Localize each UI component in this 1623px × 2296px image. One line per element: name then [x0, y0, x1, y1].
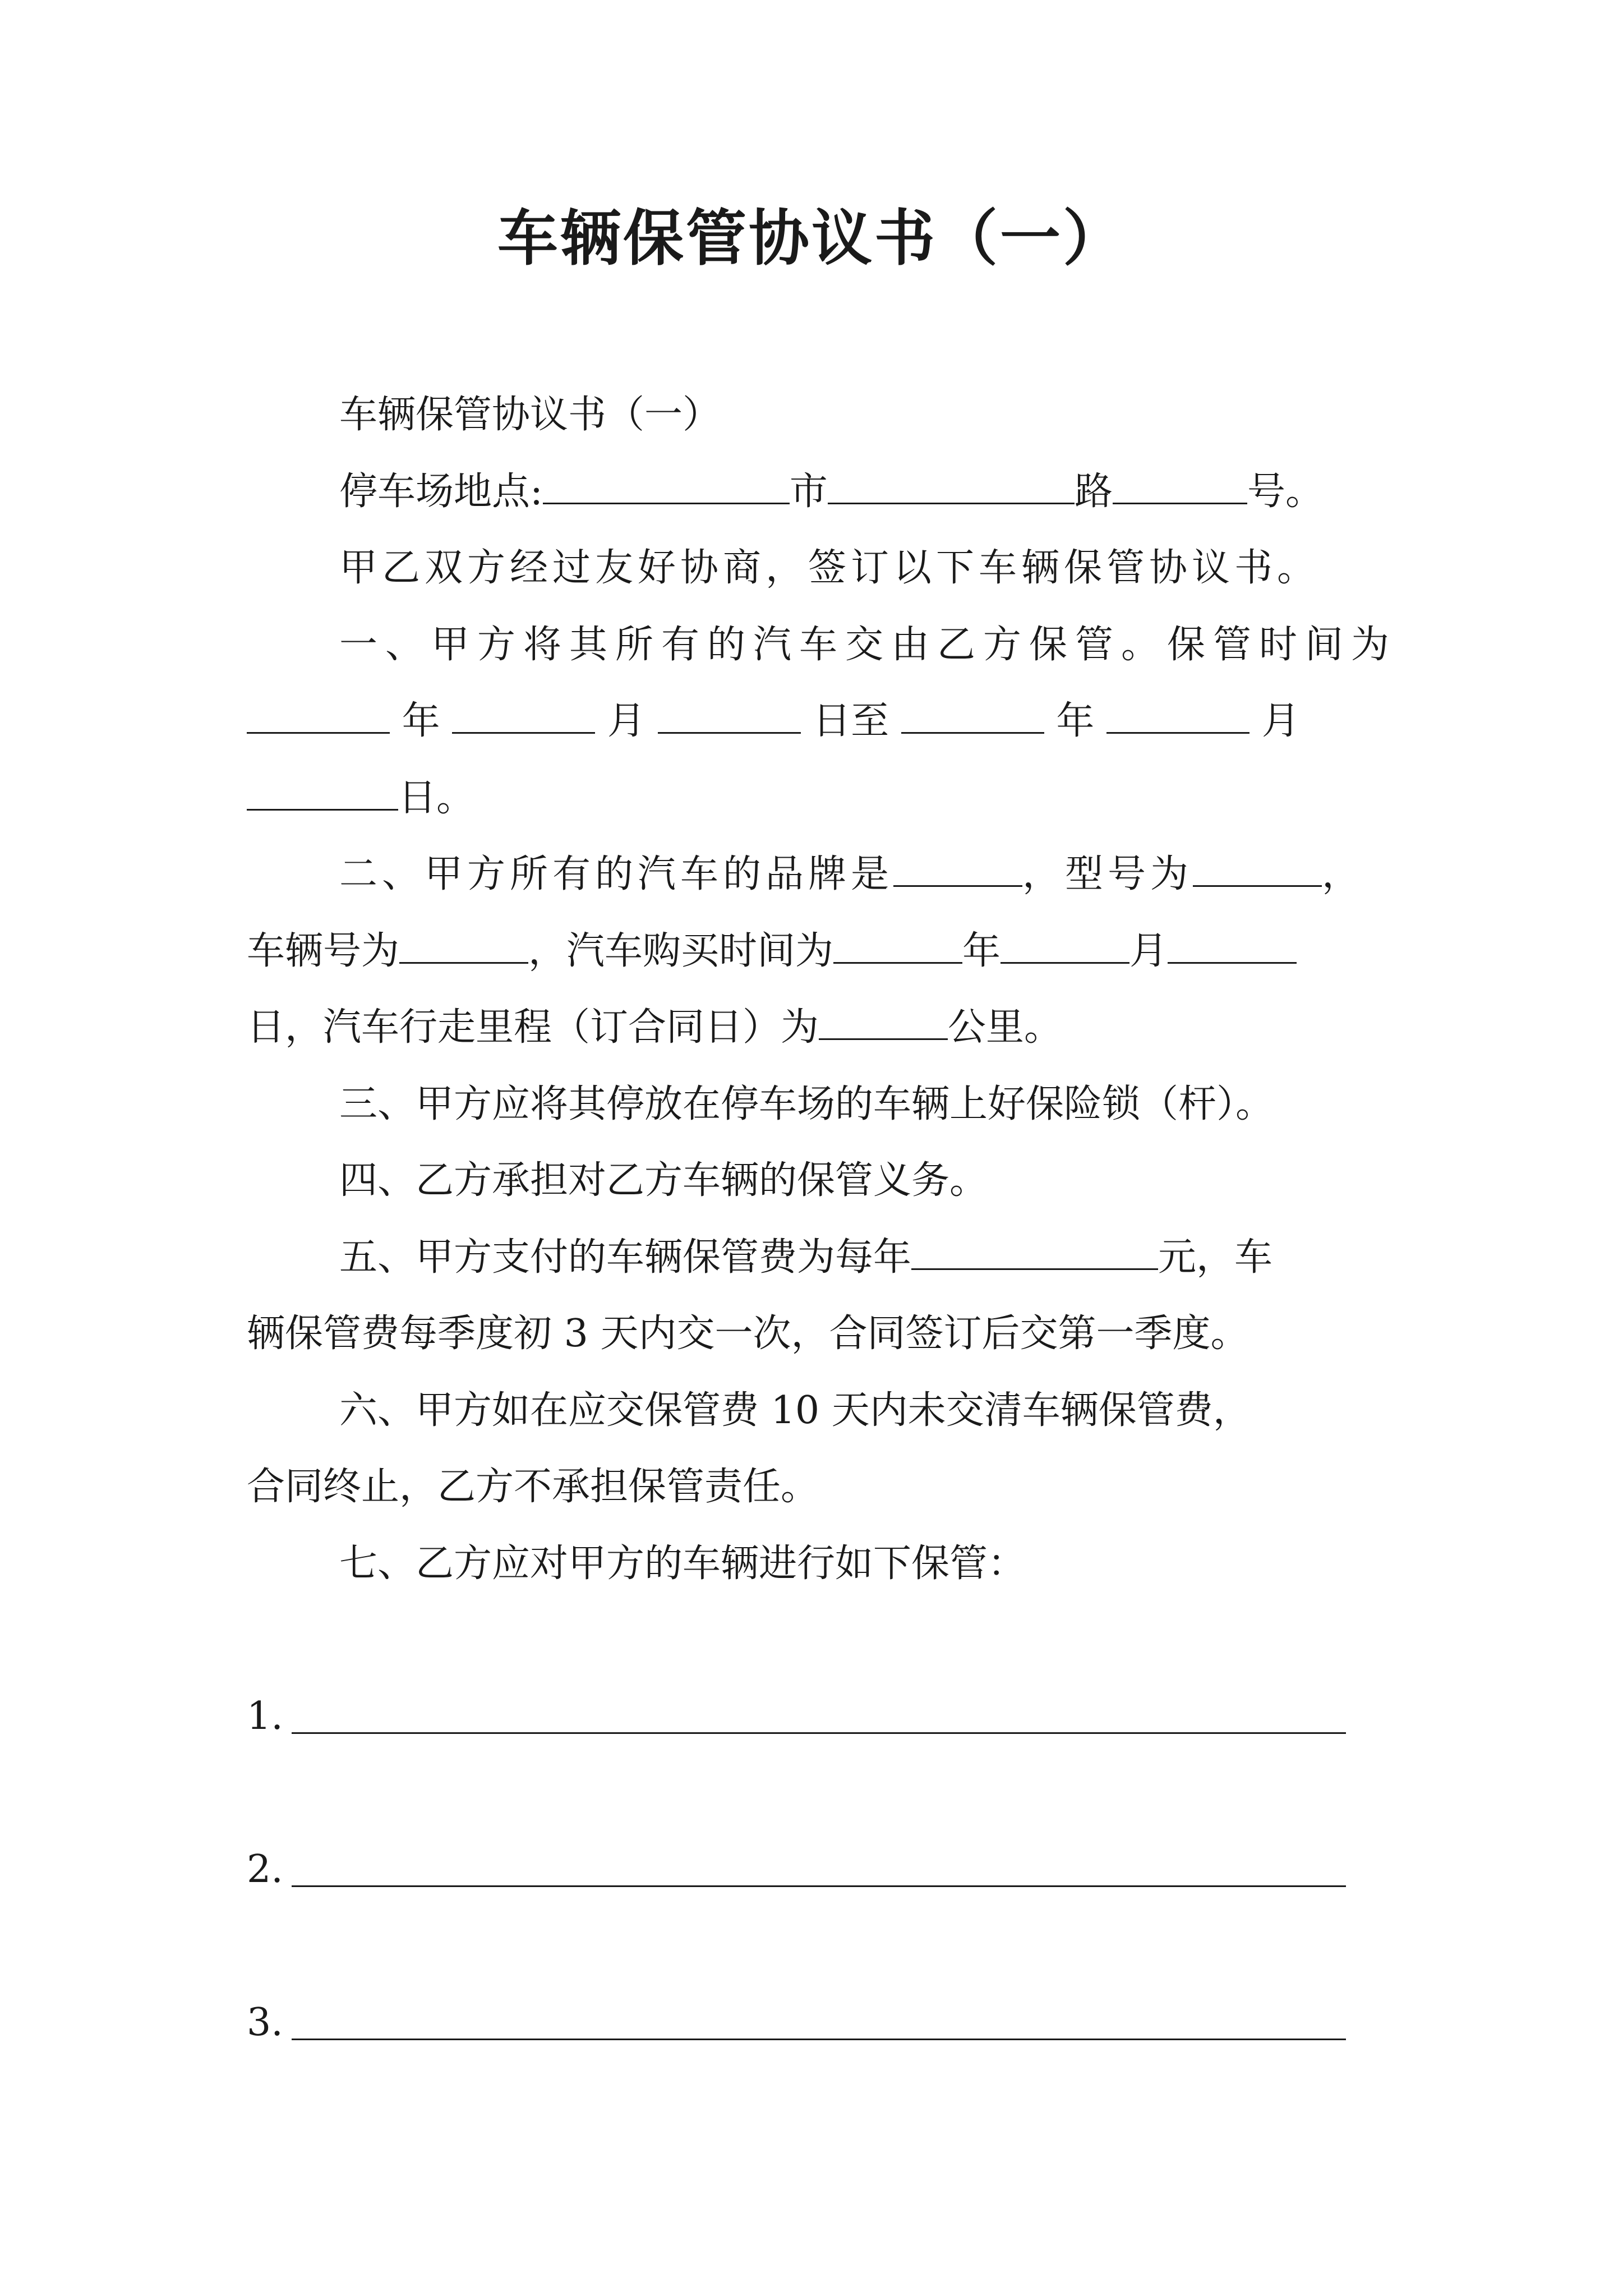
- model-label: ，型号为: [1022, 852, 1193, 896]
- start-year-blank: [247, 697, 390, 734]
- purchase-month-blank: [1000, 927, 1129, 964]
- number-suffix: 号。: [1247, 470, 1324, 514]
- purchase-label: ，汽车购买时间为: [528, 929, 834, 973]
- end-month-blank: [1106, 697, 1249, 734]
- clause1-line1: 一、甲方将其所有的汽车交由乙方保管。保管时间为: [339, 623, 1398, 667]
- city-suffix: 市: [789, 470, 828, 514]
- clause5-line2: 辆保管费每季度初 3 天内交一次，合同签订后交第一季度。: [247, 1312, 1249, 1356]
- clause2-line3: [247, 1002, 1062, 1053]
- clause2-line1: [339, 849, 1360, 900]
- start-month-label: 月: [607, 699, 645, 743]
- purchase-month-label: 月: [1129, 929, 1168, 973]
- end-year-blank: [901, 697, 1044, 734]
- item-number-1: 1.: [247, 1694, 283, 1738]
- mileage-blank: [819, 1004, 948, 1040]
- location-label: 停车场地点:: [339, 470, 543, 514]
- km-label: 公里。: [948, 1005, 1063, 1050]
- fee-suffix: 元，车: [1158, 1235, 1273, 1280]
- fee-label: 五、甲方支付的车辆保管费为每年: [339, 1235, 912, 1280]
- item-number-3: 3.: [247, 2000, 283, 2045]
- purchase-year-blank: [833, 927, 962, 964]
- purchase-day-blank: [1168, 927, 1297, 964]
- end-day-label: 日。: [398, 776, 475, 820]
- start-month-blank: [452, 697, 595, 734]
- brand-label: 二、甲方所有的汽车的品牌是: [339, 852, 894, 896]
- document-subtitle: 车辆保管协议书（一）: [339, 393, 721, 437]
- clause6-line1: 六、甲方如在应交保管费 10 天内未交清车辆保管费，: [339, 1388, 1251, 1433]
- document-title: 车辆保管协议书（一）: [497, 203, 1126, 274]
- clause3: 三、甲方应将其停放在停车场的车辆上好保险锁（杆）。: [339, 1082, 1274, 1126]
- model-end: ，: [1322, 852, 1361, 896]
- fee-blank: [911, 1234, 1158, 1270]
- item-line-3: [292, 2039, 1346, 2040]
- clause7: 七、乙方应对甲方的车辆进行如下保管：: [339, 1542, 1026, 1586]
- intro-paragraph: 甲乙双方经过友好协商，签订以下车辆保管协议书。: [339, 546, 1320, 590]
- clause4: 四、乙方承担对乙方车辆的保管义务。: [339, 1158, 988, 1203]
- model-blank: [1193, 850, 1322, 887]
- brand-blank: [893, 850, 1022, 887]
- end-month-label: 月: [1261, 699, 1300, 743]
- mileage-label: 日，汽车行走里程（订合同日）为: [247, 1005, 819, 1050]
- item-number-2: 2.: [247, 1847, 283, 1892]
- city-blank: [543, 468, 790, 504]
- day-to-label: 日至: [813, 699, 889, 743]
- road-blank: [828, 468, 1075, 504]
- number-blank: [1113, 468, 1247, 504]
- clause1-line3: [247, 773, 474, 823]
- item-line-1: [292, 1732, 1346, 1734]
- clause6-line2: 合同终止，乙方不承担保管责任。: [247, 1465, 819, 1509]
- location-line: [339, 467, 1324, 517]
- end-year-label: 年: [1056, 699, 1095, 743]
- plate-blank: [399, 927, 528, 964]
- start-year-label: 年: [402, 699, 440, 743]
- start-day-blank: [658, 697, 801, 734]
- road-suffix: 路: [1074, 470, 1113, 514]
- item-line-2: [292, 1885, 1346, 1887]
- end-day-blank: [247, 774, 398, 811]
- clause2-line2: [247, 926, 1297, 977]
- purchase-year-label: 年: [962, 929, 1001, 973]
- clause1-line2: [247, 696, 1300, 747]
- clause5-line1: [339, 1232, 1272, 1283]
- plate-label: 车辆号为: [247, 929, 400, 973]
